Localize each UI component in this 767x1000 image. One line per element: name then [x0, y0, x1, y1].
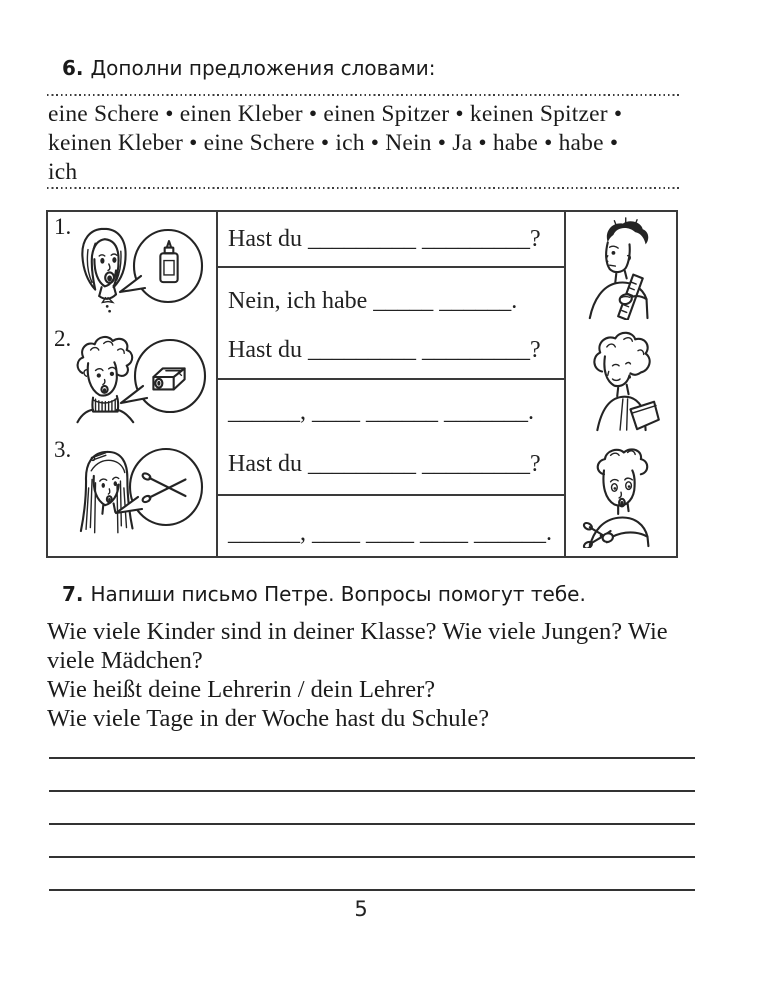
row-number: 3. [54, 437, 72, 462]
exercise7-instruction: Напиши письмо Петре. Вопросы помогут тебе. [90, 582, 586, 606]
question-line: Wie viele Tage in der Woche hast du Schule? [47, 705, 490, 732]
exercise6-instruction: Дополни предложения словами: [90, 56, 436, 80]
page-number: 5 [354, 897, 368, 921]
dialogue-table [46, 210, 678, 558]
table-row2-text-cell [218, 324, 566, 435]
long-hair-girl-speaking-icon [48, 437, 216, 549]
writing-line [49, 790, 695, 792]
answer-text: ______, ____ ______ _______. [228, 399, 534, 425]
table-row1-text-cell [218, 212, 566, 324]
question-line: viele Mädchen? [47, 647, 203, 674]
word-bank-bottom-dotted-rule [47, 187, 681, 189]
writing-line [49, 856, 695, 858]
question-text: Hast du _________ _________? [228, 337, 541, 364]
exercise6-number: 6. [62, 56, 84, 80]
question-line: Wie viele Kinder sind in deiner Klasse? Wie viele Jungen? Wie [47, 618, 668, 645]
answer-text: Nein, ich habe _____ ______. [228, 288, 518, 314]
word-bank-top-dotted-rule [47, 94, 681, 96]
boy-with-scissors-icon [577, 444, 665, 548]
word-bank-line: ich [48, 159, 78, 185]
writing-line [49, 823, 695, 825]
table-row3-text-cell [218, 435, 566, 556]
question-line: Wie heißt deine Lehrerin / dein Lehrer? [47, 676, 436, 703]
question-text: Hast du _________ _________? [228, 450, 541, 477]
word-bank [48, 100, 688, 187]
woman-bob-speaking-icon [48, 214, 216, 322]
table-row3-listener-cell [566, 435, 676, 556]
curly-boy-speaking-icon [48, 326, 216, 434]
word-bank-line: keinen Kleber • eine Schere • ich • Nein • Ja • habe • habe • [48, 130, 619, 156]
exercise6-header [62, 56, 436, 81]
exercise7-header [62, 582, 586, 607]
table-row1-listener-cell [566, 212, 676, 324]
letter-helper-questions [47, 617, 737, 733]
writing-line [49, 757, 695, 759]
exercise7-number: 7. [62, 582, 84, 606]
table-row2-listener-cell [566, 324, 676, 435]
table-row2-speaker-cell [48, 324, 218, 435]
table-row1-speaker-cell [48, 212, 218, 324]
row-number: 2. [54, 326, 72, 351]
table-row3-speaker-cell [48, 435, 218, 556]
word-bank-line: eine Schere • einen Kleber • einen Spitzer • keinen Spitzer • [48, 101, 623, 127]
boy-with-ruler-icon [577, 216, 665, 320]
row-number: 1. [54, 214, 72, 239]
woman-with-book-icon [577, 328, 665, 432]
answer-text: ______, ____ ____ ____ ______. [228, 520, 552, 546]
question-text: Hast du _________ _________? [228, 225, 541, 252]
writing-line [49, 889, 695, 891]
